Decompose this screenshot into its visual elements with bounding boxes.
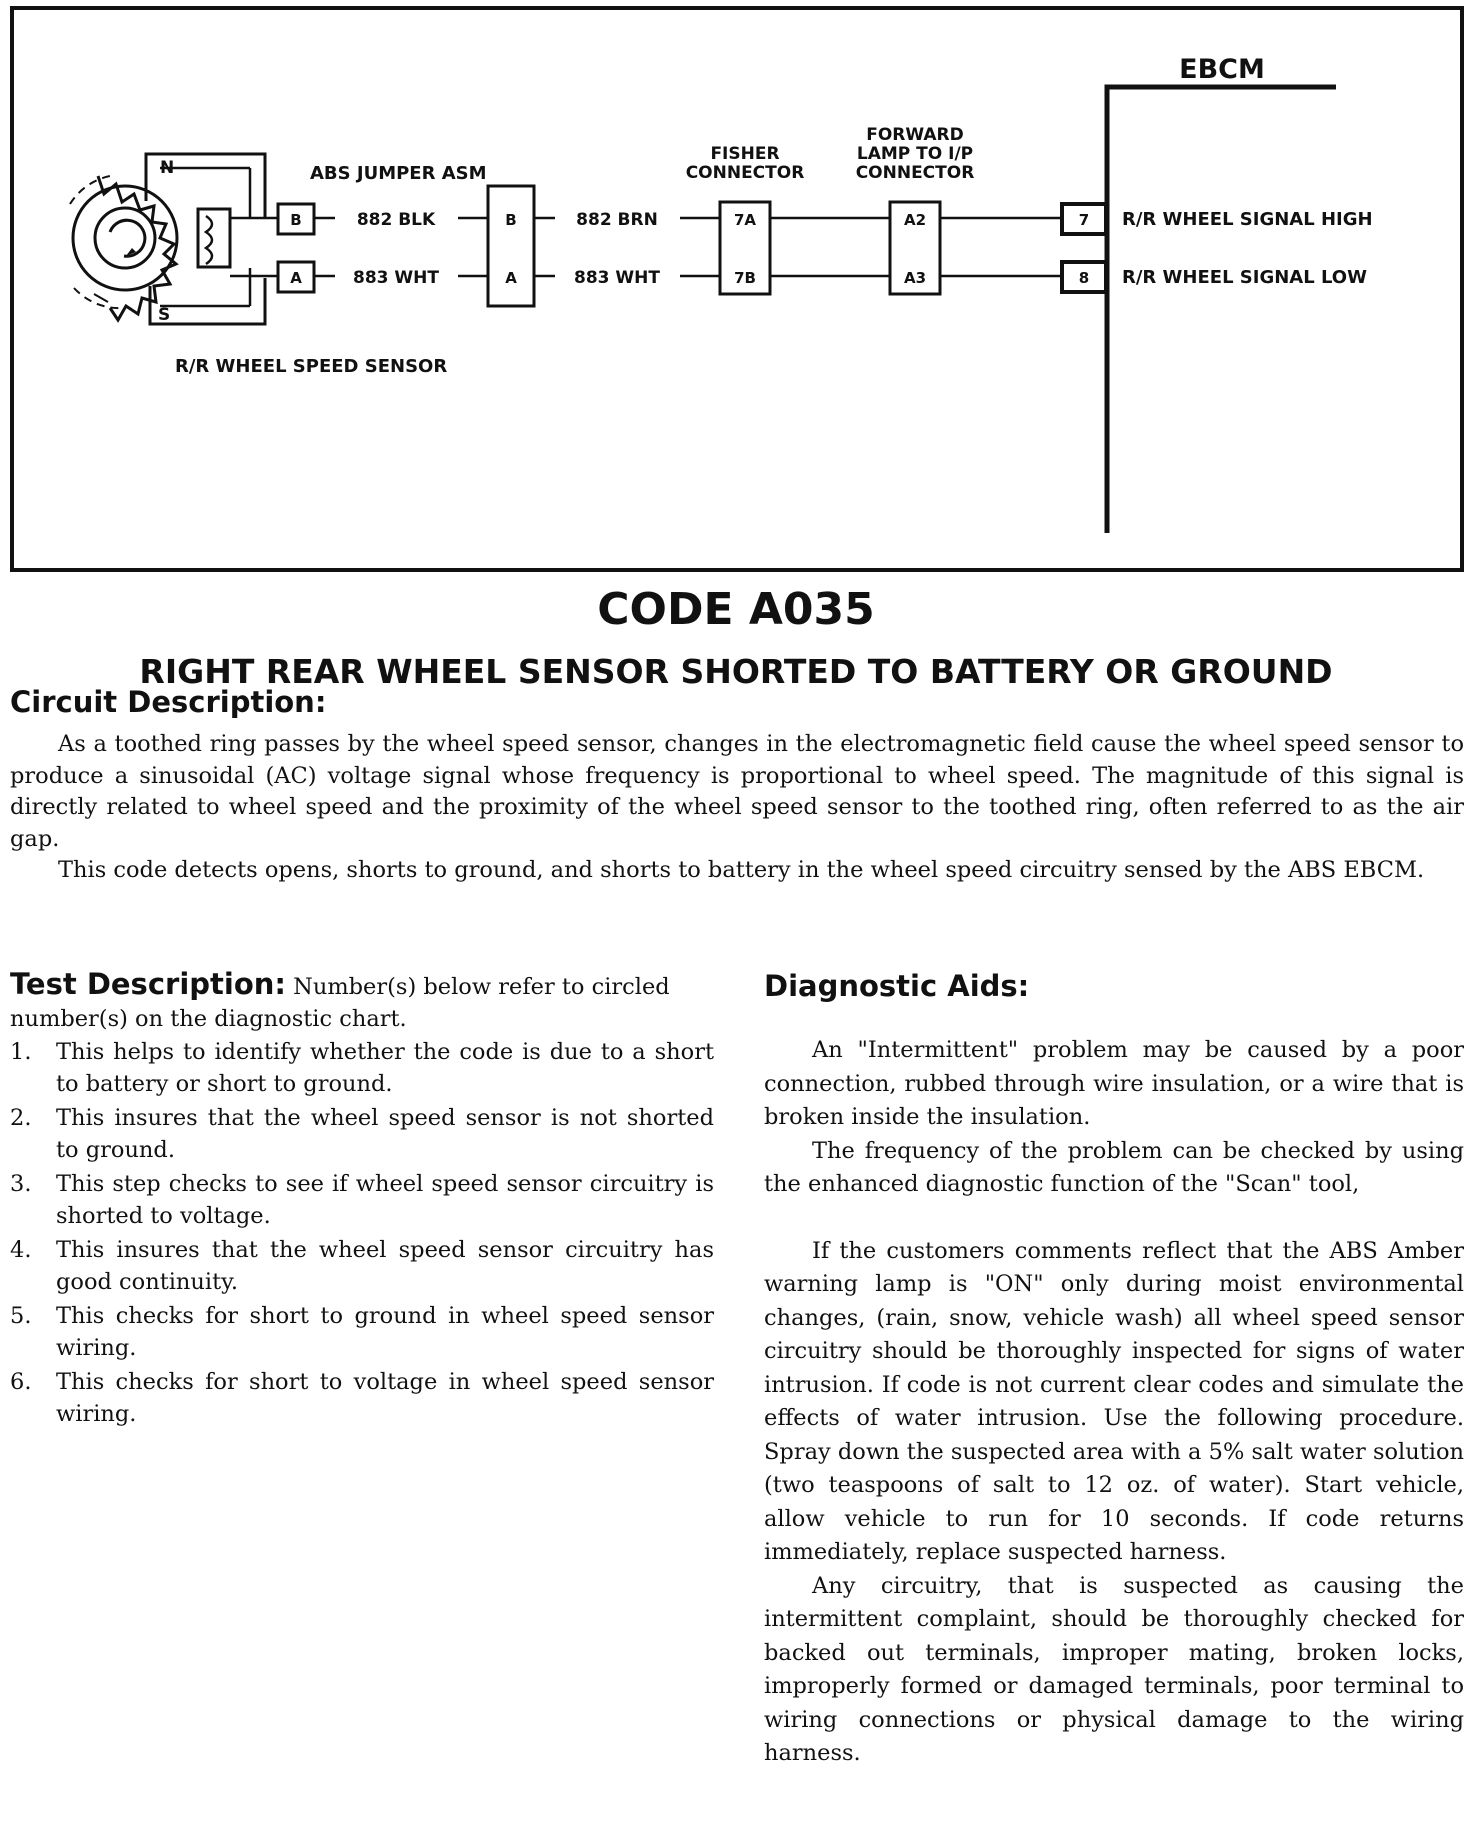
test-description [10, 968, 714, 1433]
step-text: This insures that the wheel speed sensor circuitry has good continuity. [56, 1237, 714, 1295]
wire-882-brn: 882 BRN [576, 210, 658, 230]
signal-low-label: R/R WHEEL SIGNAL LOW [1122, 267, 1367, 288]
test-steps [10, 1037, 714, 1430]
sensor-pin-n: N [160, 158, 175, 178]
test-step [10, 1235, 714, 1298]
diagnostic-paragraph: An "Intermittent" problem may be caused by a poor connection, rubbed through wire insulation, or a wire that is broken inside the insulation. [764, 1037, 1464, 1130]
circuit-description [10, 729, 1464, 887]
fisher-pin-7a: 7A [733, 211, 757, 229]
wire-883-wht-2: 883 WHT [574, 268, 660, 288]
forward-label-1: FORWARD [866, 125, 964, 145]
step-text: This step checks to see if wheel speed sensor circuitry is shorted to voltage. [56, 1171, 714, 1229]
diagnostic-paragraph: The frequency of the problem can be checked by using the enhanced diagnostic function of the "Scan" tool, [764, 1137, 1464, 1197]
sensor-label: R/R WHEEL SPEED SENSOR [175, 356, 448, 377]
test-description-header [10, 968, 714, 1035]
fisher-pin-7b: 7B [734, 269, 756, 287]
test-step [10, 1169, 714, 1232]
diagram-border [12, 8, 1462, 570]
step-number: 2. [10, 1105, 32, 1131]
step-number: 6. [10, 1369, 32, 1395]
test-description-intro: Number(s) below refer to circled number(s) on the diagnostic chart. [10, 974, 670, 1032]
test-step [10, 1367, 714, 1430]
jumper-pin-b: B [505, 211, 517, 229]
step-number: 1. [10, 1039, 32, 1065]
step-text: This insures that the wheel speed sensor is not shorted to ground. [56, 1105, 714, 1163]
step-text: This checks for short to voltage in wheel speed sensor wiring. [56, 1369, 714, 1427]
code-title: CODE A035 [597, 584, 875, 635]
step-text: This helps to identify whether the code is due to a short to battery or short to ground. [56, 1039, 714, 1097]
wiring-diagram [10, 6, 1464, 572]
signal-high-label: R/R WHEEL SIGNAL HIGH [1122, 209, 1373, 230]
jumper-pin-a: A [505, 269, 517, 287]
circuit-description-heading: Circuit Description: [10, 685, 327, 719]
wire-883-wht-1: 883 WHT [353, 268, 439, 288]
forward-label-2: LAMP TO I/P [856, 144, 974, 164]
forward-pin-a2: A2 [903, 211, 927, 229]
step-number: 4. [10, 1237, 32, 1263]
ebcm-module [1107, 54, 1336, 533]
test-step [10, 1037, 714, 1100]
diagnostic-aids-heading: Diagnostic Aids: [764, 969, 1030, 1003]
step-text: This checks for short to ground in wheel speed sensor wiring. [56, 1303, 714, 1361]
step-number: 5. [10, 1303, 32, 1329]
test-step [10, 1301, 714, 1364]
test-step [10, 1103, 714, 1166]
circuit-paragraph: As a toothed ring passes by the wheel speed sensor, changes in the electromagnetic field cause the wheel speed sensor to produce a sinusoidal (AC) voltage signal whose frequency is proportional to wheel speed. The magnitude of this signal is directly related to wheel speed and the proximity of the wheel speed sensor to the toothed ring, often referred to as the air gap. [10, 731, 1464, 852]
sensor-connector-pin-b: B [290, 211, 302, 229]
diagnostic-aids [764, 968, 1464, 1771]
ebcm-pin-7: 7 [1078, 211, 1090, 229]
diagnostic-aids-body [764, 1034, 1464, 1771]
diagnostic-paragraph: If the customers comments reflect that the ABS Amber warning lamp is "ON" only during moist environmental changes, (rain, snow, vehicle wash) all wheel speed sensor circuitry should be thoroughly inspected for signs of water intrusion. If code is not current clear codes and simulate the effects of water intrusion. Use the following procedure. Spray down the suspected area with a 5% salt water solution (two teaspoons of salt to 12 oz. of water). Start vehicle, allow vehicle to run for 10 seconds. If code returns immediately, replace suspected harness. [764, 1237, 1464, 1565]
fisher-label-1: FISHER [710, 144, 780, 164]
diagnostic-paragraph: Any circuitry, that is suspected as causing the intermittent complaint, should be thoroughly checked for backed out terminals, improper mating, broken locks, improperly formed or damaged terminals, poor terminal to wiring connections or physical damage to the wiring harness. [764, 1572, 1464, 1766]
circuit-paragraph: This code detects opens, shorts to ground, and shorts to battery in the wheel speed circuitry sensed by the ABS EBCM. [58, 857, 1425, 883]
jumper-label: ABS JUMPER ASM [310, 163, 487, 184]
ebcm-label: EBCM [1179, 54, 1265, 85]
forward-label-3: CONNECTOR [855, 163, 975, 183]
forward-pin-a3: A3 [903, 269, 927, 287]
code-subtitle: RIGHT REAR WHEEL SENSOR SHORTED TO BATTERY OR GROUND [139, 652, 1333, 691]
test-description-heading: Test Description: [10, 967, 286, 1001]
fisher-label-2: CONNECTOR [685, 163, 805, 183]
wheel-speed-sensor [70, 154, 278, 324]
wire-882-blk: 882 BLK [356, 210, 436, 230]
ebcm-pin-8: 8 [1078, 269, 1090, 287]
step-number: 3. [10, 1171, 32, 1197]
sensor-pin-s: S [158, 305, 171, 325]
sensor-connector-pin-a: A [290, 269, 302, 287]
